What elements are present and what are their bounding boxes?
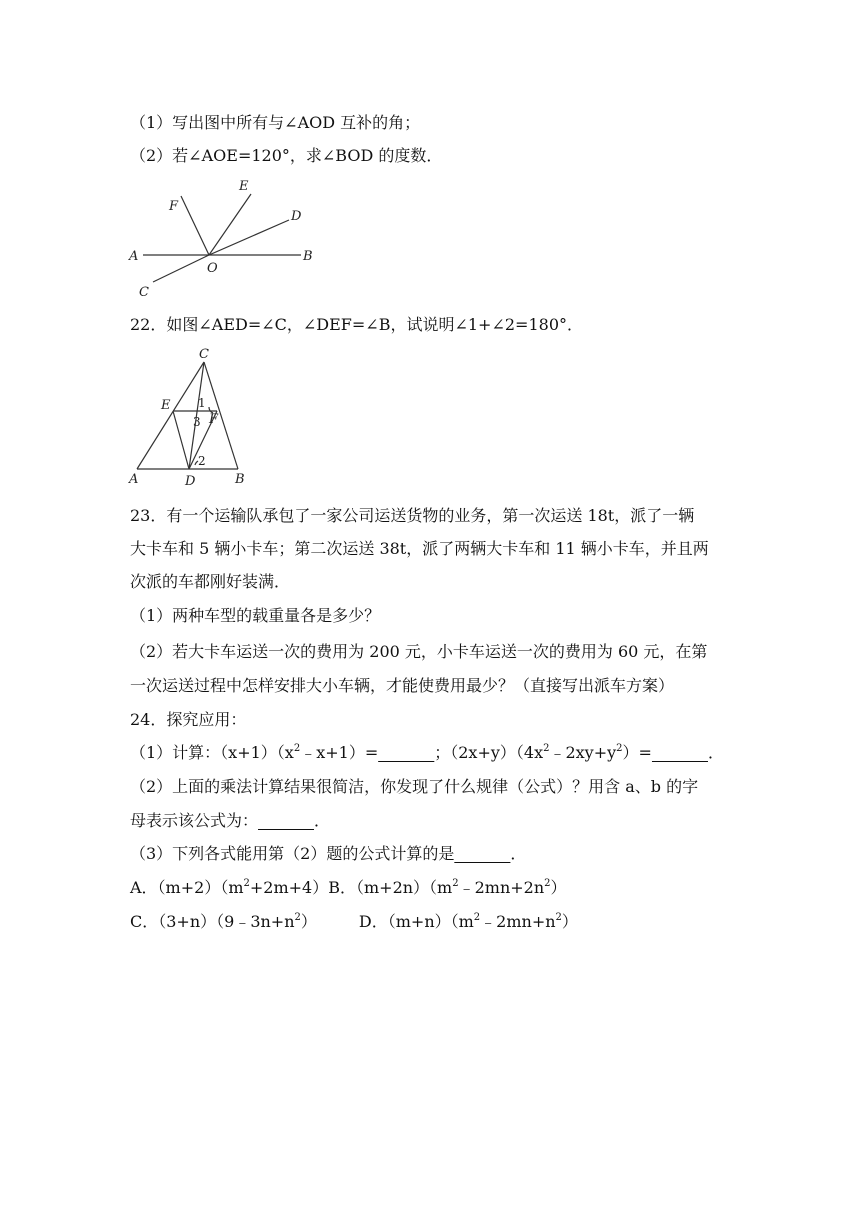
q24-part3: （3）下列各式能用第（2）题的公式计算的是_______． — [130, 844, 527, 863]
q21-figure — [125, 176, 325, 304]
q24-part2-line1: （2）上面的乘法计算结果很简洁，你发现了什么规律（公式）？用含 a、b 的字 — [130, 777, 699, 796]
option-d: D．$(m+n)(m^2﹣2mn+n^2)$ — [358, 911, 578, 931]
q21-part1: （1）写出图中所有与∠AOD 互补的角； — [130, 113, 421, 132]
q23-line3: 次派的车都刚好装满． — [130, 572, 291, 591]
q24-part1: （1）计算：$(x+1)(x^2﹣x+1)=\_\_\_\_\_\_\_$；$(2x+y)(4x^2﹣2xy+y^2)=\_\_\_\_\_\_\_$． — [130, 742, 724, 762]
q21-part2: （2）若∠AOE=120°，求∠BOD 的度数． — [130, 146, 443, 165]
q24-options-ab — [130, 878, 567, 898]
label-e: E — [239, 179, 249, 194]
label-b: B — [303, 249, 313, 264]
q23-line2: 大卡车和 5 辆小卡车；第二次运送 38t，派了两辆大卡车和 11 辆小卡车，并且两 — [130, 539, 709, 558]
answer-blank-1[interactable]: _______ — [378, 743, 435, 762]
label-d: D — [291, 209, 302, 224]
label-o: O — [207, 261, 218, 276]
option-b: B．$(m+2n)(m^2﹣2mn+2n^2)$ — [328, 877, 567, 897]
label-b: B — [235, 472, 245, 487]
angle-2-label: 2 — [198, 454, 206, 468]
answer-blank-3[interactable]: _______ — [258, 811, 315, 830]
angle-3-label: 3 — [193, 415, 201, 429]
label-e: E — [161, 398, 171, 413]
label-c: C — [139, 285, 149, 300]
answer-blank-4[interactable]: _______ — [454, 844, 511, 863]
angle-1-label: 1 — [198, 396, 206, 410]
q23-part2-line1: （2）若大卡车运送一次的费用为 200 元，小卡车运送一次的费用为 60 元，在第 — [130, 642, 708, 661]
label-a: A — [129, 249, 139, 264]
q23-part2-line2: 一次运送过程中怎样安排大小车辆，才能使费用最少？（直接写出派车方案） — [130, 676, 675, 695]
label-f: F — [169, 199, 179, 214]
ray-oc — [153, 255, 209, 282]
ray-of — [181, 196, 209, 255]
q22-figure — [125, 345, 265, 490]
option-a: A．$(m+2)(m^2+2m+4)$ — [130, 877, 329, 897]
seg-ed — [173, 411, 189, 469]
q23-part1: （1）两种车型的载重量各是多少？ — [130, 606, 381, 625]
q24-part2-line2: 母表示该公式为：_______． — [130, 811, 331, 830]
q22-text: 22．如图∠AED=∠C，∠DEF=∠B，试说明∠1+∠2=180°． — [130, 315, 583, 334]
q24-title: 24．探究应用： — [130, 710, 247, 729]
label-a: A — [129, 472, 139, 487]
label-d: D — [185, 474, 196, 489]
label-c: C — [199, 347, 209, 362]
answer-blank-2[interactable]: _______ — [651, 743, 708, 762]
label-f: F — [209, 412, 219, 427]
q24-options-cd — [130, 912, 578, 932]
option-c: C．$(3+n)(9﹣3n+n^2)$ — [130, 911, 317, 931]
q23-line1: 23．有一个运输队承包了一家公司运送货物的业务，第一次运送 18t，派了一辆 — [130, 506, 695, 525]
